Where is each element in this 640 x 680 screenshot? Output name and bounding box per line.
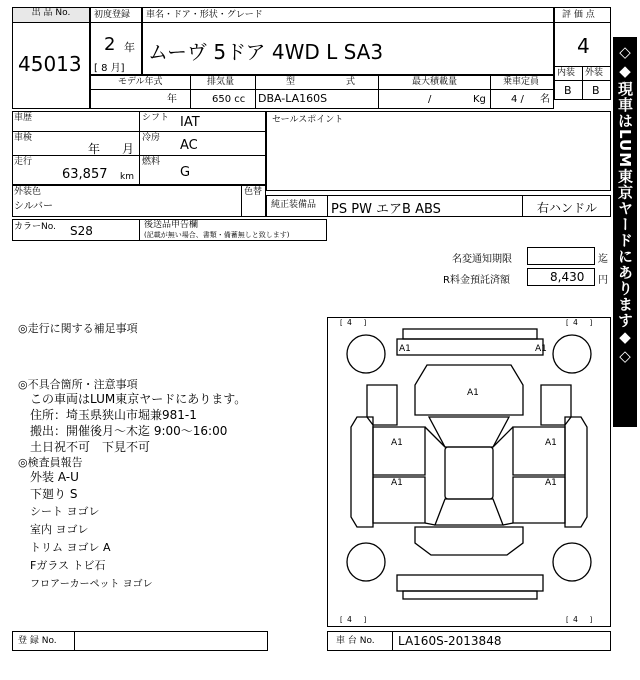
- tire-rear-right-icon: [553, 543, 591, 581]
- shift-label: シフト: [142, 113, 170, 123]
- rear-bumper-icon: [397, 575, 543, 591]
- front-bumper-icon: [397, 339, 543, 355]
- name-change-label: 名変通知期限: [452, 254, 512, 265]
- rear-glass-icon: [435, 499, 503, 525]
- damage-mark: A1: [391, 478, 403, 488]
- shift-value: IAT: [180, 115, 200, 130]
- capacity-unit: 名: [540, 94, 550, 105]
- history-label: 車歴: [14, 113, 33, 123]
- color-no: S28: [70, 224, 93, 238]
- max-load-unit: Kg: [473, 94, 486, 105]
- tire-bracket: [: [565, 616, 570, 624]
- color-change-label: 色替: [244, 187, 263, 197]
- max-load-separator: /: [428, 94, 432, 105]
- damage-mark: A1: [535, 344, 547, 354]
- tire-front-right-icon: [553, 335, 591, 373]
- mileage-unit: km: [120, 172, 134, 182]
- type-label-2: 式: [346, 77, 356, 87]
- tire-label: 4: [573, 318, 578, 327]
- inspector-report-line: フロアーカーペット ヨゴレ: [30, 579, 153, 590]
- inspector-report-line: 外装 A-U: [30, 470, 79, 484]
- defect-note-line: 土日祝不可 下見不可: [30, 440, 151, 454]
- name-change-unit: 迄: [598, 254, 608, 265]
- capacity: 4 /: [511, 94, 524, 105]
- lot-number: 45013: [18, 52, 82, 76]
- aftermarket-note: (記載が無い場合、書類・備蓄無しと致します): [144, 231, 290, 239]
- car-name-label: 車名・ドア・形状・グレード: [146, 10, 263, 20]
- inspector-report-line: 下廻り S: [30, 487, 78, 501]
- first-registration-month: [ 8 月]: [94, 63, 125, 74]
- rear-hatch-icon: [415, 527, 523, 555]
- car-name: ムーヴ 5ドア 4WD L SA3: [148, 40, 384, 64]
- tire-bracket: [: [339, 616, 344, 624]
- first-registration-year: 2: [104, 34, 116, 55]
- svg-text:]: ]: [589, 616, 594, 624]
- damage-mark: A1: [467, 388, 479, 398]
- inspector-report-line: シート ヨゴレ: [30, 505, 100, 518]
- damage-mark: A1: [545, 438, 557, 448]
- exterior-grade: B: [592, 84, 600, 97]
- tire-bracket: [: [339, 319, 344, 327]
- defect-note-line: この車両はLUM東京ヤードにあります。: [30, 392, 247, 406]
- right-fender-icon: [541, 385, 571, 425]
- damage-mark: A1: [545, 478, 557, 488]
- name-change-value-box: [527, 247, 595, 265]
- recycle-label: R料金預託済額: [443, 275, 510, 286]
- equipment: PS PW エアB ABS: [331, 202, 441, 217]
- capacity-label: 乗車定員: [503, 77, 540, 87]
- yard-location-banner-text: ◇◆現車はLUM東京ヤードにあります◆◇: [616, 43, 634, 367]
- recycle-unit: 円: [598, 275, 608, 286]
- tire-label: 4: [573, 615, 578, 624]
- left-fender-icon: [367, 385, 397, 425]
- svg-text:]: ]: [589, 319, 594, 327]
- fuel-value: G: [180, 165, 191, 180]
- damage-mark: A1: [391, 438, 403, 448]
- model-year-unit: 年: [167, 94, 177, 105]
- interior-label: 内装: [557, 68, 576, 78]
- driving-notes-header: ◎走行に関する補足事項: [18, 322, 138, 335]
- exterior-label: 外装: [585, 68, 604, 78]
- displacement: 650 cc: [212, 94, 246, 105]
- chassis-no-label: 車 台 No.: [336, 636, 375, 646]
- defect-notes-header: ◎不具合箇所・注意事項: [18, 378, 138, 391]
- tire-label: 4: [347, 318, 352, 327]
- lot-number-label: 出 品 No.: [13, 8, 89, 22]
- svg-text:]: ]: [363, 616, 368, 624]
- damage-mark: A1: [399, 344, 411, 354]
- exterior-color-label: 外装色: [14, 187, 42, 197]
- type-label: 型: [286, 77, 296, 87]
- inspector-report-line: トリム ヨゴレ A: [30, 541, 111, 554]
- inspection-year-unit: 年: [88, 142, 101, 156]
- tire-front-left-icon: [347, 335, 385, 373]
- inspection-month-unit: 月: [122, 142, 135, 156]
- car-diagram: [327, 317, 611, 627]
- mileage-label: 走行: [14, 157, 33, 167]
- sales-point-label: セールスポイント: [272, 115, 344, 125]
- yard-location-banner: [613, 37, 637, 427]
- first-registration-label: 初度登録: [94, 10, 131, 20]
- roof-icon: [445, 447, 493, 499]
- mileage: 63,857: [62, 167, 108, 182]
- right-front-door-icon: [513, 427, 565, 475]
- recycle-amount: 8,430: [550, 270, 585, 284]
- year-unit: 年: [124, 41, 135, 54]
- displacement-label: 排気量: [207, 77, 235, 87]
- defect-note-line: 住所：埼玉県狭山市堀兼981-1: [30, 408, 197, 422]
- svg-text:]: ]: [363, 319, 368, 327]
- registration-no-label: 登 録 No.: [18, 636, 57, 646]
- color-no-label: カラーNo.: [14, 222, 56, 232]
- score-label: 評 価 点: [562, 10, 595, 20]
- inspection-label: 車検: [14, 133, 33, 143]
- model-year-label: モデル年式: [118, 77, 163, 87]
- aftermarket-label: 後送品申告欄: [144, 220, 199, 230]
- defect-note-line: 搬出：開催後月～木迄 9:00～16:00: [30, 424, 228, 438]
- inspector-report-line: Fガラス トビ石: [30, 559, 106, 572]
- tire-rear-left-icon: [347, 543, 385, 581]
- model-type: DBA-LA160S: [258, 92, 328, 105]
- exterior-color: シルバー: [14, 201, 54, 212]
- inspector-report-line: 室内 ヨゴレ: [30, 523, 89, 536]
- tire-label: 4: [347, 615, 352, 624]
- equipment-label: 純正装備品: [271, 200, 317, 210]
- steering: 右ハンドル: [537, 201, 598, 215]
- aircon-label: 冷房: [142, 133, 161, 143]
- inspector-report-header: ◎検査員報告: [18, 456, 83, 469]
- chassis-no: LA160S-2013848: [398, 634, 502, 648]
- max-load-label: 最大積載量: [412, 77, 458, 87]
- left-front-door-icon: [373, 427, 425, 475]
- fuel-label: 燃料: [142, 157, 161, 167]
- right-rear-door-icon: [513, 477, 565, 523]
- aircon-value: AC: [180, 138, 198, 153]
- interior-grade: B: [564, 84, 572, 97]
- tire-bracket: [: [565, 319, 570, 327]
- score: 4: [577, 34, 590, 58]
